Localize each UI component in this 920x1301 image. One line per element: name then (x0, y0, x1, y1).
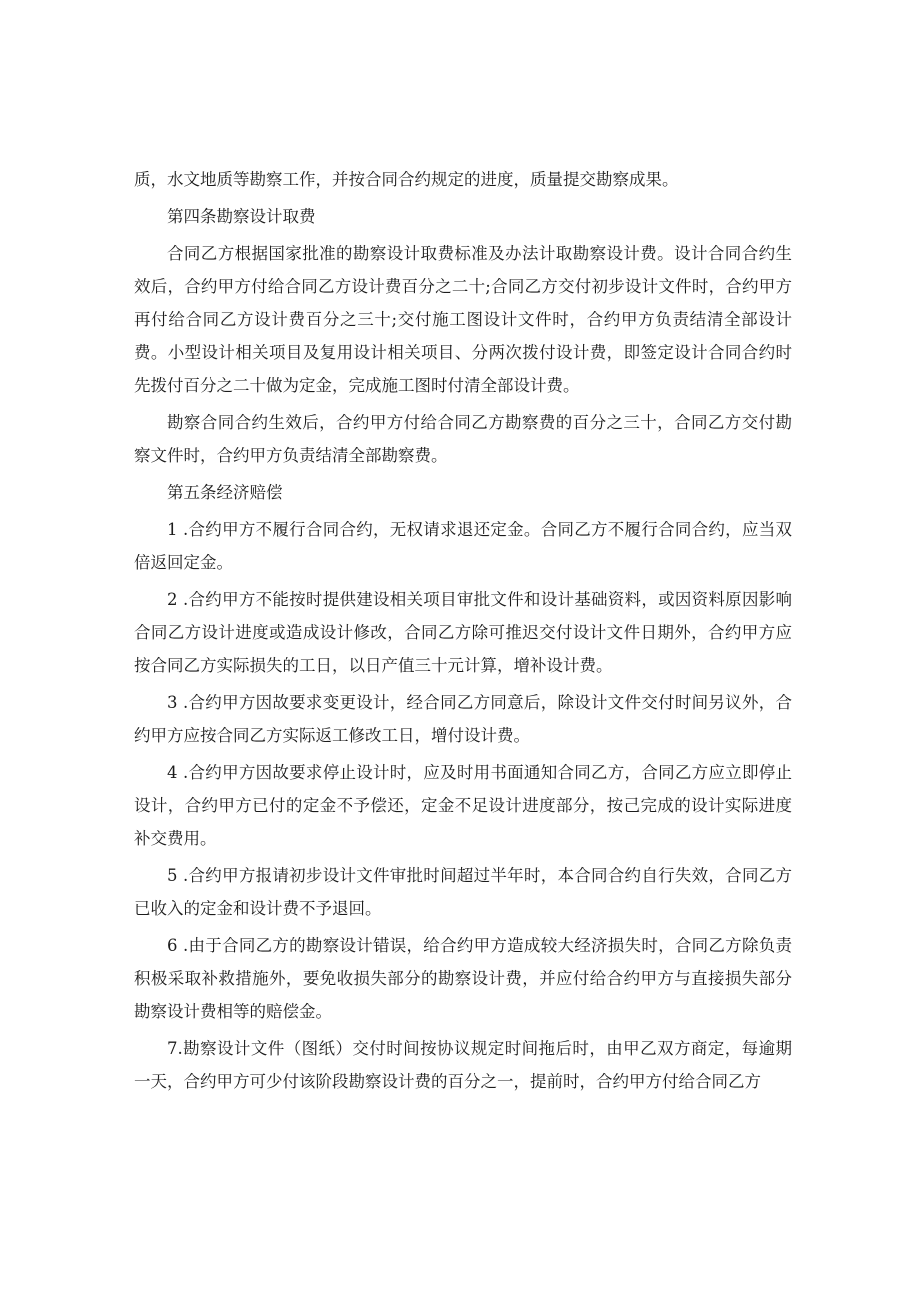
paragraph-survey-fee: 勘察合同合约生效后，合约甲方付给合同乙方勘察费的百分之三十，合同乙方交付勘察文件时，合约甲方负责结清全部勘察费。 (134, 413, 792, 465)
article-heading-4: 第四条勘察设计取费 (167, 207, 316, 226)
clause-4: 4 .合约甲方因故要求停止设计时，应及时用书面通知合同乙方，合同乙方应立即停止设计，合约甲方已付的定金不予偿还，定金不足设计进度部分，按己完成的设计实际进度补交费用。 (134, 763, 792, 848)
article-heading-5: 第五条经济赔偿 (167, 483, 283, 502)
paragraph-continuation: 质，水文地质等勘察工作，并按合同合约规定的进度，质量提交勘察成果。 (134, 170, 679, 189)
clause-6: 6 .由于合同乙方的勘察设计错误，给合约甲方造成较大经济损失时，合同乙方除负责积极采取补救措施外，要免收损失部分的勘察设计费，并应付给合约甲方与直接损失部分勘察设计费相等的赔偿金。 (134, 936, 792, 1021)
document-body (134, 163, 792, 1102)
clause-1: 1 .合约甲方不履行合同合约，无权请求退还定金。合同乙方不履行合同合约，应当双倍返回定金。 (134, 520, 792, 572)
paragraph-design-fee: 合同乙方根据国家批准的勘察设计取费标准及办法计取勘察设计费。设计合同合约生效后，合约甲方付给合同乙方设计费百分之二十;合同乙方交付初步设计文件时，合约甲方再付给合同乙方设计费百分之三十;交付施工图设计文件时，合约甲方负责结清全部设计费。小型设计相关项目及复用设计相关项目、分两次拨付设计费，即签定设计合同合约时先拨付百分之二十做为定金，完成施工图时付清全部设计费。 (134, 244, 792, 395)
clause-7: 7.勘察设计文件（图纸）交付时间按协议规定时间拖后时，由甲乙双方商定，每逾期一天，合约甲方可少付该阶段勘察设计费的百分之一，提前时，合约甲方付给合同乙方 (134, 1039, 792, 1091)
clause-3: 3 .合约甲方因故要求变更设计，经合同乙方同意后，除设计文件交付时间另议外，合约甲方应按合同乙方实际返工修改工日，增付设计费。 (134, 693, 792, 745)
clause-2: 2 .合约甲方不能按时提供建设相关项目审批文件和设计基础资料，或因资料原因影响合同乙方设计进度或造成设计修改，合同乙方除可推迟交付设计文件日期外，合约甲方应按合同乙方实际损失的工日，以日产值三十元计算，增补设计费。 (134, 590, 792, 675)
clause-5: 5 .合约甲方报请初步设计文件审批时间超过半年时，本合同合约自行失效，合同乙方已收入的定金和设计费不予退回。 (134, 866, 792, 918)
